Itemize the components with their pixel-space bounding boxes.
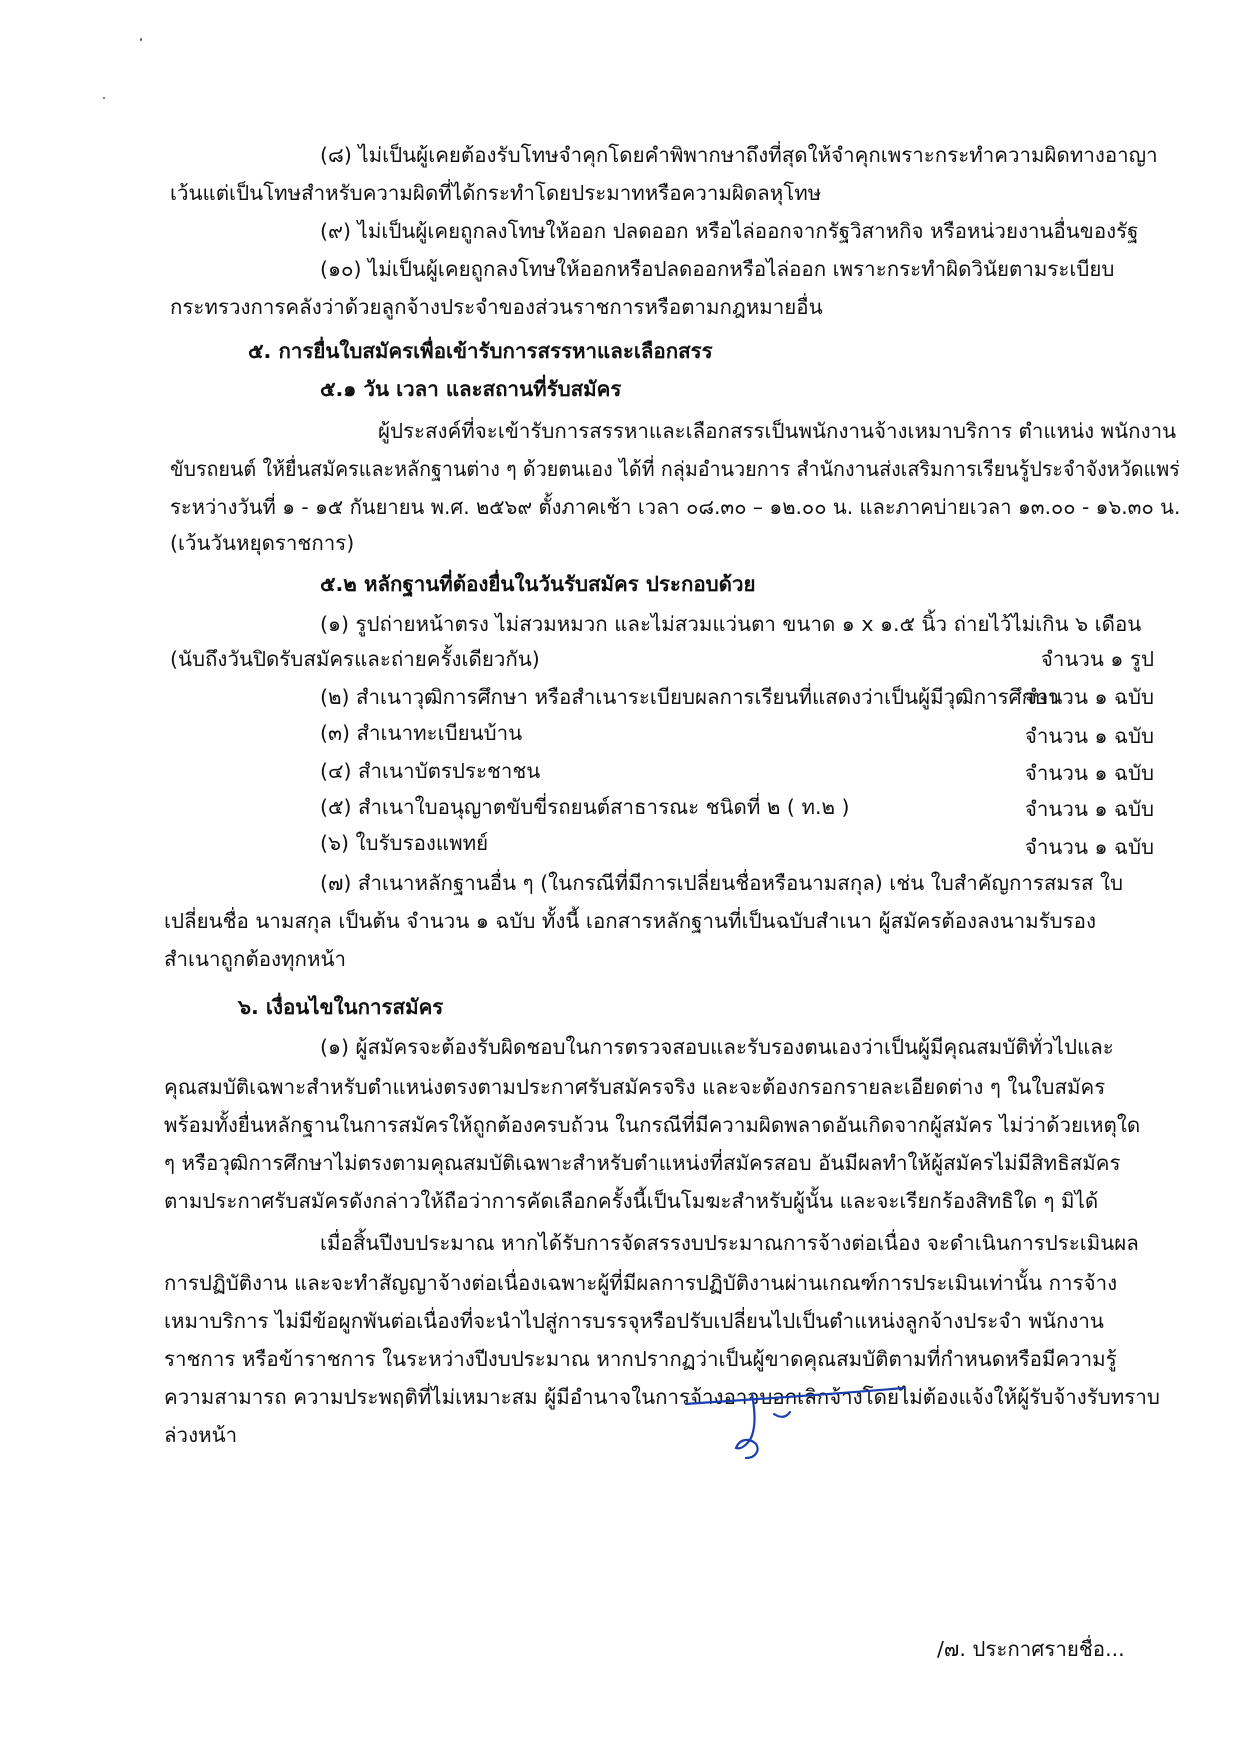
section-5-1-line-4: (เว้นวันหยุดราชการ): [170, 531, 355, 555]
section-6-p1-line-5: ตามประกาศรับสมัครดังกล่าวให้ถือว่าการคัดเลือกครั้งนี้เป็นโมฆะสำหรับผู้นั้น และจะเรียกร้องสิทธิใด ๆ มิได้: [164, 1189, 1099, 1213]
section-6-heading: ๖. เงื่อนไขในการสมัคร: [238, 995, 444, 1019]
section-5-1-heading: ๕.๑ วัน เวลา และสถานที่รับสมัคร: [320, 377, 622, 401]
section-5-2-heading: ๕.๒ หลักฐานที่ต้องยื่นในวันรับสมัคร ประกอบด้วย: [320, 572, 756, 596]
doc-item-7-line-3: สำเนาถูกต้องทุกหน้า: [164, 947, 346, 971]
section-6-p2-line-4: ราชการ หรือข้าราชการ ในระหว่างปีงบประมาณ หากปรากฏว่าเป็นผู้ขาดคุณสมบัติตามที่กำหนดหรือมีความรู้: [164, 1347, 1117, 1371]
item-10-line-1: (๑๐) ไม่เป็นผู้เคยถูกลงโทษให้ออกหรือปลดออกหรือไล่ออก เพราะกระทำผิดวินัยตามระเบียบ: [320, 257, 1115, 281]
section-5-1-line-2: ขับรถยนต์ ให้ยื่นสมัครและหลักฐานต่าง ๆ ด้วยตนเอง ได้ที่ กลุ่มอำนวยการ สำนักงานส่งเสริมการเรียนรู้ประจำจังหวัดแพร่: [170, 457, 1180, 481]
doc-item-6: (๖) ใบรับรองแพทย์: [320, 831, 489, 855]
doc-item-1-line-2: (นับถึงวันปิดรับสมัครและถ่ายครั้งเดียวกัน): [170, 647, 540, 671]
item-8-line-2: เว้นแต่เป็นโทษสำหรับความผิดที่ได้กระทำโดยประมาทหรือความผิดลหุโทษ: [170, 181, 822, 205]
section-6-p1-line-4: ๆ หรือวุฒิการศึกษาไม่ตรงตามคุณสมบัติเฉพาะสำหรับตำแหน่งที่สมัครสอบ อันมีผลทำให้ผู้สมัครไม่มีสิทธิสมัคร: [164, 1151, 1121, 1175]
doc-item-1-quantity: จำนวน ๑ รูป: [1040, 647, 1154, 671]
doc-item-1-line-1: (๑) รูปถ่ายหน้าตรง ไม่สวมหมวก และไม่สวมแว่นตา ขนาด ๑ x ๑.๕ นิ้ว ถ่ายไว้ไม่เกิน ๖ เดือน: [320, 612, 1142, 636]
doc-item-2: (๒) สำเนาวุฒิการศึกษา หรือสำเนาระเบียบผลการเรียนที่แสดงว่าเป็นผู้มีวุฒิการศึกษา: [320, 685, 1060, 709]
section-6-p2-line-6: ล่วงหน้า: [164, 1423, 238, 1447]
scan-speck: [140, 38, 142, 41]
doc-item-7-line-1: (๗) สำเนาหลักฐานอื่น ๆ (ในกรณีที่มีการเปลี่ยนชื่อหรือนามสกุล) เช่น ใบสำคัญการสมรส ใบ: [320, 871, 1124, 895]
section-6-p1-line-3: พร้อมทั้งยื่นหลักฐานในการสมัครให้ถูกต้องครบถ้วน ในกรณีที่มีความผิดพลาดอันเกิดจากผู้สมัคร ไม่ว่าด้วยเหตุใด: [164, 1113, 1141, 1137]
doc-item-2-quantity: จำนวน ๑ ฉบับ: [1024, 685, 1154, 709]
doc-item-3-quantity: จำนวน ๑ ฉบับ: [1024, 724, 1154, 748]
section-5-heading: ๕. การยื่นใบสมัครเพื่อเข้ารับการสรรหาและเลือกสรร: [248, 339, 713, 363]
doc-item-4-quantity: จำนวน ๑ ฉบับ: [1024, 761, 1154, 785]
scan-speck: [103, 97, 105, 99]
doc-item-3: (๓) สำเนาทะเบียนบ้าน: [320, 721, 523, 745]
section-6-p2-line-5: ความสามารถ ความประพฤติที่ไม่เหมาะสม ผู้มีอำนาจในการจ้างอาจบอกเลิกจ้างโดยไม่ต้องแจ้งให้ผู้รับจ้างรับทราบ: [164, 1385, 1160, 1409]
item-8-line-1: (๘) ไม่เป็นผู้เคยต้องรับโทษจำคุกโดยคำพิพากษาถึงที่สุดให้จำคุกเพราะกระทำความผิดทางอาญา: [320, 143, 1158, 167]
section-6-p2-line-2: การปฏิบัติงาน และจะทำสัญญาจ้างต่อเนื่องเฉพาะผู้ที่มีผลการปฏิบัติงานผ่านเกณฑ์การประเมินเท่านั้น การจ้าง: [164, 1271, 1118, 1295]
doc-item-7-line-2: เปลี่ยนชื่อ นามสกุล เป็นต้น จำนวน ๑ ฉบับ ทั้งนี้ เอกสารหลักฐานที่เป็นฉบับสำเนา ผู้สมัครต้องลงนามรับรอง: [164, 909, 1096, 933]
section-6-p1-line-1: (๑) ผู้สมัครจะต้องรับผิดชอบในการตรวจสอบและรับรองตนเองว่าเป็นผู้มีคุณสมบัติทั่วไปและ: [320, 1035, 1114, 1059]
doc-item-5: (๕) สำเนาใบอนุญาตขับขี่รถยนต์สาธารณะ ชนิดที่ ๒ ( ท.๒ ): [320, 795, 850, 819]
section-5-1-line-3: ระหว่างวันที่ ๑ - ๑๕ กันยายน พ.ศ. ๒๕๖๙ ตั้งภาคเช้า เวลา ๐๘.๓๐ – ๑๒.๐๐ น. และภาคบ่ายเวลา ๑๓.๐๐ - ๑๖.๓๐ น.: [170, 495, 1181, 519]
page-continuation-footer: /๗. ประกาศรายชื่อ...: [937, 1637, 1125, 1661]
doc-item-5-quantity: จำนวน ๑ ฉบับ: [1024, 797, 1154, 821]
signature-icon: [680, 1368, 910, 1463]
section-6-p2-line-3: เหมาบริการ ไม่มีข้อผูกพันต่อเนื่องที่จะนำไปสู่การบรรจุหรือปรับเปลี่ยนไปเป็นตำแหน่งลูกจ้างประจำ พนักงาน: [164, 1309, 1104, 1333]
section-5-1-line-1: ผู้ประสงค์ที่จะเข้ารับการสรรหาและเลือกสรรเป็นพนักงานจ้างเหมาบริการ ตำแหน่ง พนักงาน: [378, 419, 1177, 443]
section-6-p2-line-1: เมื่อสิ้นปีงบประมาณ หากได้รับการจัดสรรงบประมาณการจ้างต่อเนื่อง จะดำเนินการประเมินผล: [320, 1231, 1139, 1255]
doc-item-6-quantity: จำนวน ๑ ฉบับ: [1024, 835, 1154, 859]
item-10-line-2: กระทรวงการคลังว่าด้วยลูกจ้างประจำของส่วนราชการหรือตามกฎหมายอื่น: [170, 295, 823, 319]
doc-item-4: (๔) สำเนาบัตรประชาชน: [320, 759, 541, 783]
item-9-line-1: (๙) ไม่เป็นผู้เคยถูกลงโทษให้ออก ปลดออก หรือไล่ออกจากรัฐวิสาหกิจ หรือหน่วยงานอื่นของรัฐ: [320, 219, 1139, 243]
section-6-p1-line-2: คุณสมบัติเฉพาะสำหรับตำแหน่งตรงตามประกาศรับสมัครจริง และจะต้องกรอกรายละเอียดต่าง ๆ ในใบสมัคร: [164, 1075, 1106, 1099]
